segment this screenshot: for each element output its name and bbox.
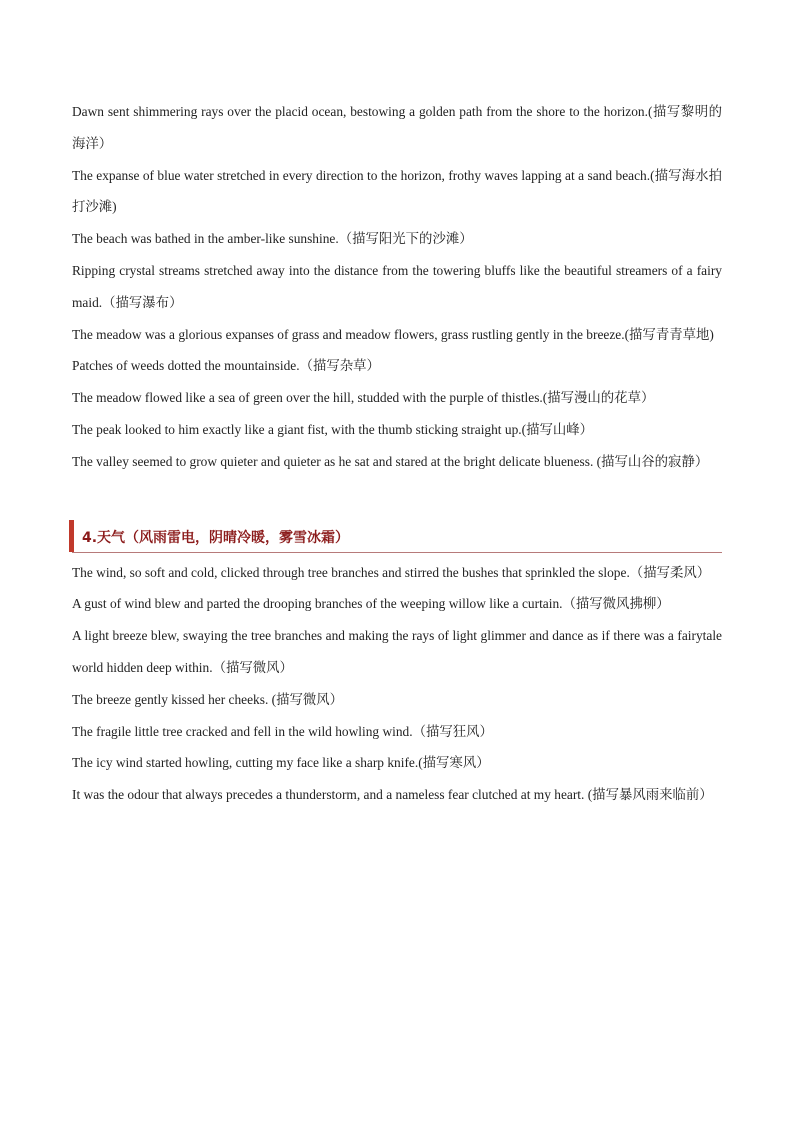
document-page (72, 96, 722, 811)
paragraph-willow-breeze: A gust of wind blew and parted the drooping branches of the weeping willow like a curtain.（描写微风拂柳） (72, 596, 670, 612)
paragraph-meadow: The meadow was a glorious expanses of grass and meadow flowers, grass rustling gently in the breeze.(描写青青草地) (72, 326, 714, 342)
paragraph-icy-wind: The icy wind started howling, cutting my face like a sharp knife.(描写寒风） (72, 755, 490, 771)
section-accent-bar (69, 520, 74, 552)
paragraph-hill-flowers: The meadow flowed like a sea of green over the hill, studded with the purple of thistles.(描写漫山的花草） (72, 390, 655, 406)
paragraph-thunderstorm: It was the odour that always precedes a thunderstorm, and a nameless fear clutched at my heart. (描写暴风雨来临前） (72, 787, 713, 803)
paragraph-peak: The peak looked to him exactly like a giant fist, with the thumb sticking straight up.(描写山峰） (72, 421, 594, 437)
section-heading-weather (72, 520, 722, 553)
paragraph-howling-wind: The fragile little tree cracked and fell in the wild howling wind.（描写狂风） (72, 723, 493, 739)
paragraph-soft-wind: The wind, so soft and cold, clicked through tree branches and stirred the bushes that sprinkled the slope.（描写柔风） (72, 564, 711, 580)
paragraph-breeze-cheeks: The breeze gently kissed her cheeks. (描写微风） (72, 691, 344, 707)
section-title: 4.天气（风雨雷电，阴晴冷暖，雾雪冰霜） (82, 529, 350, 546)
paragraph-waterfall: Ripping crystal streams stretched away into the distance from the towering bluffs like the beautiful streamers of a fairy maid.（描写瀑布） (72, 262, 722, 310)
paragraph-valley: The valley seemed to grow quieter and quieter as he sat and stared at the bright delicate blueness. (描写山谷的寂静） (72, 453, 709, 469)
paragraph-dawn-ocean: Dawn sent shimmering rays over the placid ocean, bestowing a golden path from the shore to the horizon.(描写黎明的海洋） (72, 104, 722, 151)
paragraph-waves-beach: The expanse of blue water stretched in every direction to the horizon, frothy waves lapping at a sand beach.(描写海水拍打沙滩) (72, 167, 722, 215)
paragraph-sunny-beach: The beach was bathed in the amber-like sunshine.（描写阳光下的沙滩） (72, 231, 473, 247)
paragraph-light-breeze: A light breeze blew, swaying the tree branches and making the rays of light glimmer and dance as if there was a fairytale world hidden deep within.（描写微风） (72, 628, 722, 675)
paragraph-weeds: Patches of weeds dotted the mountainside.（描写杂草） (72, 358, 380, 374)
